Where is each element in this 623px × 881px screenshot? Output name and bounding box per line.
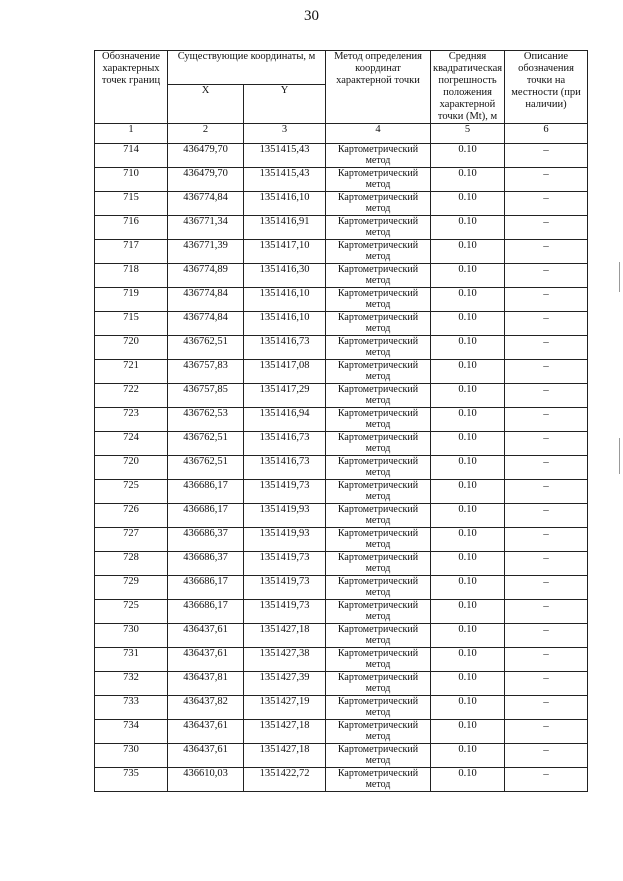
cell-y: 1351419,73 [244, 576, 326, 600]
cell-point: 730 [95, 624, 168, 648]
table-row [95, 720, 588, 744]
cell-x: 436757,85 [168, 384, 244, 408]
cell-y: 1351427,18 [244, 744, 326, 768]
cell-x: 436762,51 [168, 456, 244, 480]
cell-y: 1351417,10 [244, 240, 326, 264]
cell-method: Картометрический метод [326, 336, 431, 360]
header-x: X [168, 85, 244, 124]
table-row [95, 696, 588, 720]
cell-point: 710 [95, 168, 168, 192]
cell-description: – [505, 360, 588, 384]
cell-point: 716 [95, 216, 168, 240]
cell-y: 1351422,72 [244, 768, 326, 792]
cell-y: 1351416,10 [244, 288, 326, 312]
cell-y: 1351415,43 [244, 168, 326, 192]
cell-x: 436437,82 [168, 696, 244, 720]
cell-point: 730 [95, 744, 168, 768]
cell-description: – [505, 528, 588, 552]
header-method: Метод определения координат характерной точки [326, 51, 431, 124]
boundary-points-table [94, 50, 588, 792]
cell-mean-error: 0.10 [431, 408, 505, 432]
cell-x: 436686,17 [168, 504, 244, 528]
cell-x: 436686,17 [168, 600, 244, 624]
cell-point: 726 [95, 504, 168, 528]
cell-x: 436610,03 [168, 768, 244, 792]
cell-x: 436686,37 [168, 552, 244, 576]
cell-method: Картометрический метод [326, 168, 431, 192]
cell-x: 436479,70 [168, 168, 244, 192]
table-row [95, 144, 588, 168]
cell-method: Картометрический метод [326, 312, 431, 336]
cell-x: 436437,61 [168, 744, 244, 768]
column-number: 4 [326, 124, 431, 144]
cell-method: Картометрический метод [326, 768, 431, 792]
cell-description: – [505, 288, 588, 312]
cell-description: – [505, 480, 588, 504]
table-row [95, 432, 588, 456]
cell-description: – [505, 720, 588, 744]
cell-x: 436762,51 [168, 432, 244, 456]
cell-y: 1351419,73 [244, 600, 326, 624]
cell-mean-error: 0.10 [431, 432, 505, 456]
cell-x: 436774,84 [168, 192, 244, 216]
table-row [95, 192, 588, 216]
table-row [95, 648, 588, 672]
cell-mean-error: 0.10 [431, 336, 505, 360]
cell-point: 725 [95, 600, 168, 624]
cell-mean-error: 0.10 [431, 576, 505, 600]
cell-point: 719 [95, 288, 168, 312]
cell-mean-error: 0.10 [431, 168, 505, 192]
cell-mean-error: 0.10 [431, 768, 505, 792]
cell-description: – [505, 504, 588, 528]
cell-point: 725 [95, 480, 168, 504]
table-row [95, 408, 588, 432]
cell-method: Картометрический метод [326, 696, 431, 720]
cell-description: – [505, 144, 588, 168]
cell-description: – [505, 600, 588, 624]
table-row [95, 528, 588, 552]
cell-method: Картометрический метод [326, 384, 431, 408]
table-row [95, 216, 588, 240]
cell-description: – [505, 432, 588, 456]
cell-x: 436686,17 [168, 480, 244, 504]
cell-y: 1351416,10 [244, 192, 326, 216]
cell-x: 436437,81 [168, 672, 244, 696]
cell-description: – [505, 696, 588, 720]
cell-x: 436774,84 [168, 288, 244, 312]
cell-point: 720 [95, 336, 168, 360]
cell-method: Картометрический метод [326, 432, 431, 456]
cell-mean-error: 0.10 [431, 696, 505, 720]
cell-method: Картометрический метод [326, 144, 431, 168]
table-row [95, 576, 588, 600]
cell-mean-error: 0.10 [431, 312, 505, 336]
cell-method: Картометрический метод [326, 360, 431, 384]
cell-x: 436686,37 [168, 528, 244, 552]
cell-x: 436762,51 [168, 336, 244, 360]
cell-method: Картометрический метод [326, 624, 431, 648]
table-row [95, 456, 588, 480]
cell-method: Картометрический метод [326, 480, 431, 504]
cell-y: 1351427,38 [244, 648, 326, 672]
cell-x: 436437,61 [168, 624, 244, 648]
cell-x: 436771,39 [168, 240, 244, 264]
cell-method: Картометрический метод [326, 744, 431, 768]
cell-mean-error: 0.10 [431, 552, 505, 576]
table-row [95, 624, 588, 648]
cell-y: 1351417,29 [244, 384, 326, 408]
cell-method: Картометрический метод [326, 576, 431, 600]
cell-point: 714 [95, 144, 168, 168]
cell-method: Картометрический метод [326, 264, 431, 288]
cell-description: – [505, 384, 588, 408]
cell-point: 727 [95, 528, 168, 552]
cell-y: 1351416,30 [244, 264, 326, 288]
cell-x: 436771,34 [168, 216, 244, 240]
cell-point: 728 [95, 552, 168, 576]
cell-mean-error: 0.10 [431, 288, 505, 312]
cell-mean-error: 0.10 [431, 744, 505, 768]
cell-mean-error: 0.10 [431, 528, 505, 552]
cell-point: 717 [95, 240, 168, 264]
cell-point: 724 [95, 432, 168, 456]
cell-point: 733 [95, 696, 168, 720]
table-row [95, 552, 588, 576]
cell-y: 1351416,73 [244, 336, 326, 360]
cell-description: – [505, 192, 588, 216]
table-row [95, 504, 588, 528]
column-numbers-row [95, 124, 588, 144]
cell-y: 1351416,10 [244, 312, 326, 336]
cell-x: 436437,61 [168, 720, 244, 744]
cell-mean-error: 0.10 [431, 504, 505, 528]
cell-y: 1351416,91 [244, 216, 326, 240]
cell-method: Картометрический метод [326, 408, 431, 432]
cell-method: Картометрический метод [326, 600, 431, 624]
header-y: Y [244, 85, 326, 124]
cell-method: Картометрический метод [326, 504, 431, 528]
cell-y: 1351427,18 [244, 624, 326, 648]
cell-x: 436437,61 [168, 648, 244, 672]
column-number: 1 [95, 124, 168, 144]
column-number: 3 [244, 124, 326, 144]
table-row [95, 384, 588, 408]
cell-description: – [505, 552, 588, 576]
cell-x: 436686,17 [168, 576, 244, 600]
cell-point: 718 [95, 264, 168, 288]
column-number: 6 [505, 124, 588, 144]
cell-y: 1351419,73 [244, 480, 326, 504]
table-row [95, 312, 588, 336]
cell-description: – [505, 744, 588, 768]
cell-x: 436479,70 [168, 144, 244, 168]
cell-point: 722 [95, 384, 168, 408]
cell-mean-error: 0.10 [431, 264, 505, 288]
cell-y: 1351415,43 [244, 144, 326, 168]
header-existing-coordinates: Существующие координаты, м [168, 51, 326, 85]
cell-point: 734 [95, 720, 168, 744]
cell-point: 715 [95, 192, 168, 216]
cell-y: 1351419,93 [244, 528, 326, 552]
column-number: 5 [431, 124, 505, 144]
cell-description: – [505, 624, 588, 648]
cell-mean-error: 0.10 [431, 624, 505, 648]
cell-description: – [505, 336, 588, 360]
cell-mean-error: 0.10 [431, 144, 505, 168]
cell-x: 436774,89 [168, 264, 244, 288]
table-row [95, 480, 588, 504]
cell-method: Картометрический метод [326, 672, 431, 696]
cell-method: Картометрический метод [326, 456, 431, 480]
cell-point: 732 [95, 672, 168, 696]
cell-y: 1351427,18 [244, 720, 326, 744]
cell-method: Картометрический метод [326, 720, 431, 744]
cell-method: Картометрический метод [326, 192, 431, 216]
cell-y: 1351419,73 [244, 552, 326, 576]
cell-point: 735 [95, 768, 168, 792]
table-row [95, 600, 588, 624]
table-row [95, 360, 588, 384]
cell-mean-error: 0.10 [431, 384, 505, 408]
cell-description: – [505, 576, 588, 600]
cell-point: 723 [95, 408, 168, 432]
cell-method: Картометрический метод [326, 528, 431, 552]
cell-mean-error: 0.10 [431, 456, 505, 480]
cell-mean-error: 0.10 [431, 672, 505, 696]
cell-mean-error: 0.10 [431, 192, 505, 216]
cell-method: Картометрический метод [326, 288, 431, 312]
table-row [95, 240, 588, 264]
cell-description: – [505, 672, 588, 696]
page-number: 30 [304, 8, 319, 24]
scan-artifact-mark [619, 438, 620, 474]
cell-description: – [505, 168, 588, 192]
table-row [95, 672, 588, 696]
scan-artifact-mark [619, 262, 620, 292]
cell-point: 731 [95, 648, 168, 672]
cell-mean-error: 0.10 [431, 600, 505, 624]
cell-x: 436762,53 [168, 408, 244, 432]
table-row [95, 768, 588, 792]
cell-description: – [505, 240, 588, 264]
cell-point: 720 [95, 456, 168, 480]
cell-mean-error: 0.10 [431, 216, 505, 240]
cell-method: Картометрический метод [326, 240, 431, 264]
cell-mean-error: 0.10 [431, 720, 505, 744]
cell-y: 1351417,08 [244, 360, 326, 384]
cell-y: 1351427,39 [244, 672, 326, 696]
cell-mean-error: 0.10 [431, 360, 505, 384]
cell-mean-error: 0.10 [431, 240, 505, 264]
cell-description: – [505, 264, 588, 288]
cell-mean-error: 0.10 [431, 480, 505, 504]
cell-x: 436774,84 [168, 312, 244, 336]
cell-description: – [505, 648, 588, 672]
header-description: Описание обозначения точки на местности (при наличии) [505, 51, 588, 124]
cell-point: 721 [95, 360, 168, 384]
cell-description: – [505, 456, 588, 480]
cell-y: 1351416,94 [244, 408, 326, 432]
cell-y: 1351427,19 [244, 696, 326, 720]
table-row [95, 288, 588, 312]
column-number: 2 [168, 124, 244, 144]
cell-description: – [505, 216, 588, 240]
table-row [95, 264, 588, 288]
table-row [95, 744, 588, 768]
header-point-designation: Обозначение характерных точек границ [95, 51, 168, 124]
cell-y: 1351419,93 [244, 504, 326, 528]
cell-method: Картометрический метод [326, 552, 431, 576]
cell-description: – [505, 768, 588, 792]
cell-description: – [505, 408, 588, 432]
header-mean-error: Средняя квадратическая погрешность положения характерной точки (Mt), м [431, 51, 505, 124]
cell-x: 436757,83 [168, 360, 244, 384]
table-row [95, 336, 588, 360]
cell-point: 715 [95, 312, 168, 336]
cell-y: 1351416,73 [244, 456, 326, 480]
cell-mean-error: 0.10 [431, 648, 505, 672]
cell-y: 1351416,73 [244, 432, 326, 456]
cell-method: Картометрический метод [326, 648, 431, 672]
cell-description: – [505, 312, 588, 336]
table-row [95, 168, 588, 192]
cell-point: 729 [95, 576, 168, 600]
cell-method: Картометрический метод [326, 216, 431, 240]
